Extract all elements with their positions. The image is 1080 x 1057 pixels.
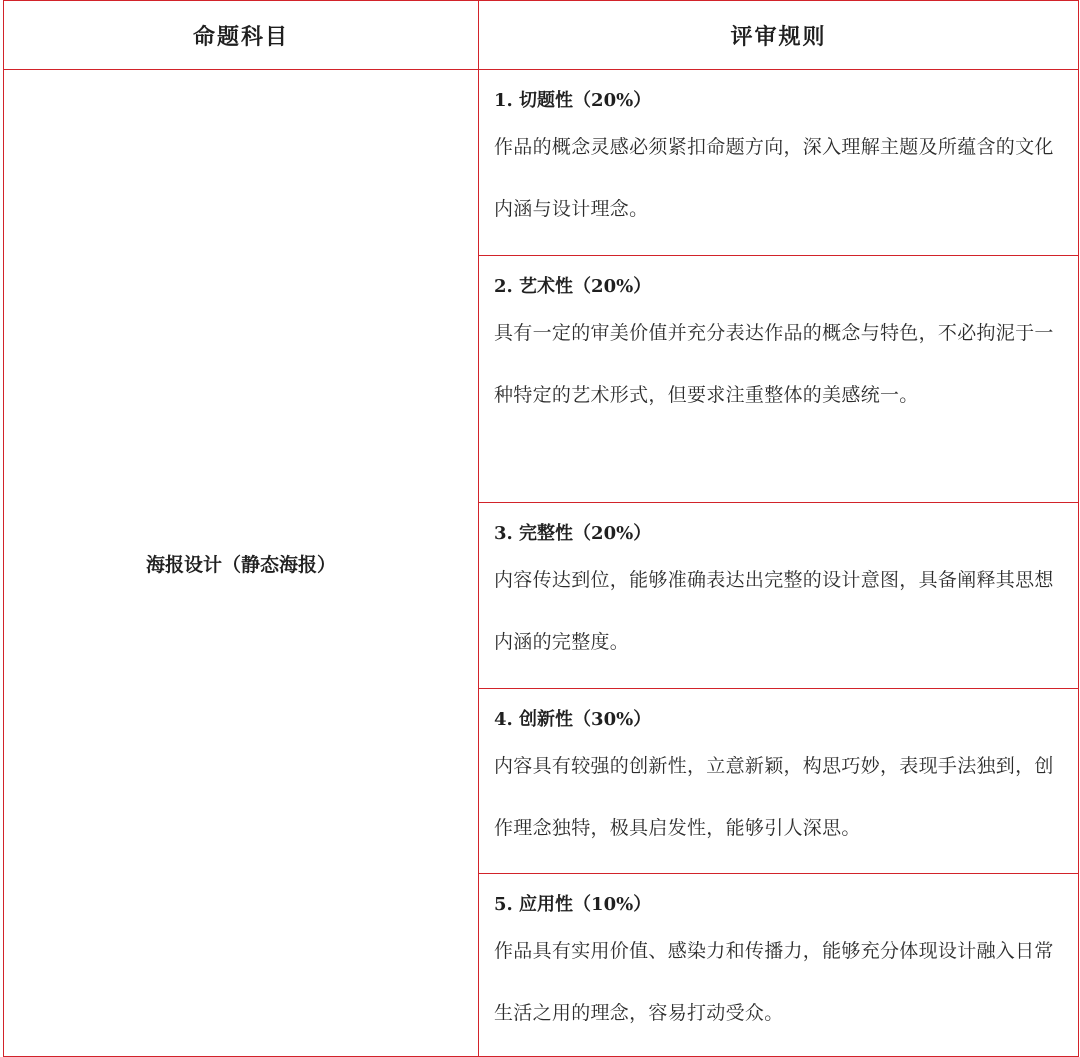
- rule-cell-artistry: [479, 256, 1079, 503]
- rule-title: 3. 完整性（20%）: [494, 523, 652, 544]
- table-header-row: [4, 1, 1079, 70]
- rule-cell-applicability: [479, 874, 1079, 1057]
- rule-title: 5. 应用性（10%）: [494, 894, 652, 915]
- rule-description: 具有一定的审美价值并充分表达作品的概念与特色，不必拘泥于一种特定的艺术形式，但要求注重整体的美感统一。: [494, 322, 1054, 406]
- header-rules: 评审规则: [479, 1, 1079, 70]
- rule-title: 2. 艺术性（20%）: [494, 276, 652, 297]
- judging-rules-table: [3, 0, 1079, 1057]
- rule-description: 内容具有较强的创新性，立意新颖，构思巧妙，表现手法独到，创作理念独特，极具启发性，能够引人深思。: [494, 755, 1054, 839]
- subject-cell: 海报设计（静态海报）: [4, 70, 479, 1057]
- header-subject: 命题科目: [4, 1, 479, 70]
- rule-cell-relevance: [479, 70, 1079, 256]
- rule-description: 内容传达到位，能够准确表达出完整的设计意图，具备阐释其思想内涵的完整度。: [494, 569, 1054, 653]
- rule-title: 1. 切题性（20%）: [494, 90, 652, 111]
- table-row: [4, 70, 1079, 256]
- rule-cell-innovation: [479, 689, 1079, 874]
- rule-cell-completeness: [479, 503, 1079, 689]
- rule-description: 作品具有实用价值、感染力和传播力，能够充分体现设计融入日常生活之用的理念，容易打动受众。: [494, 940, 1054, 1024]
- rule-title: 4. 创新性（30%）: [494, 709, 652, 730]
- rule-description: 作品的概念灵感必须紧扣命题方向，深入理解主题及所蕴含的文化内涵与设计理念。: [494, 136, 1054, 220]
